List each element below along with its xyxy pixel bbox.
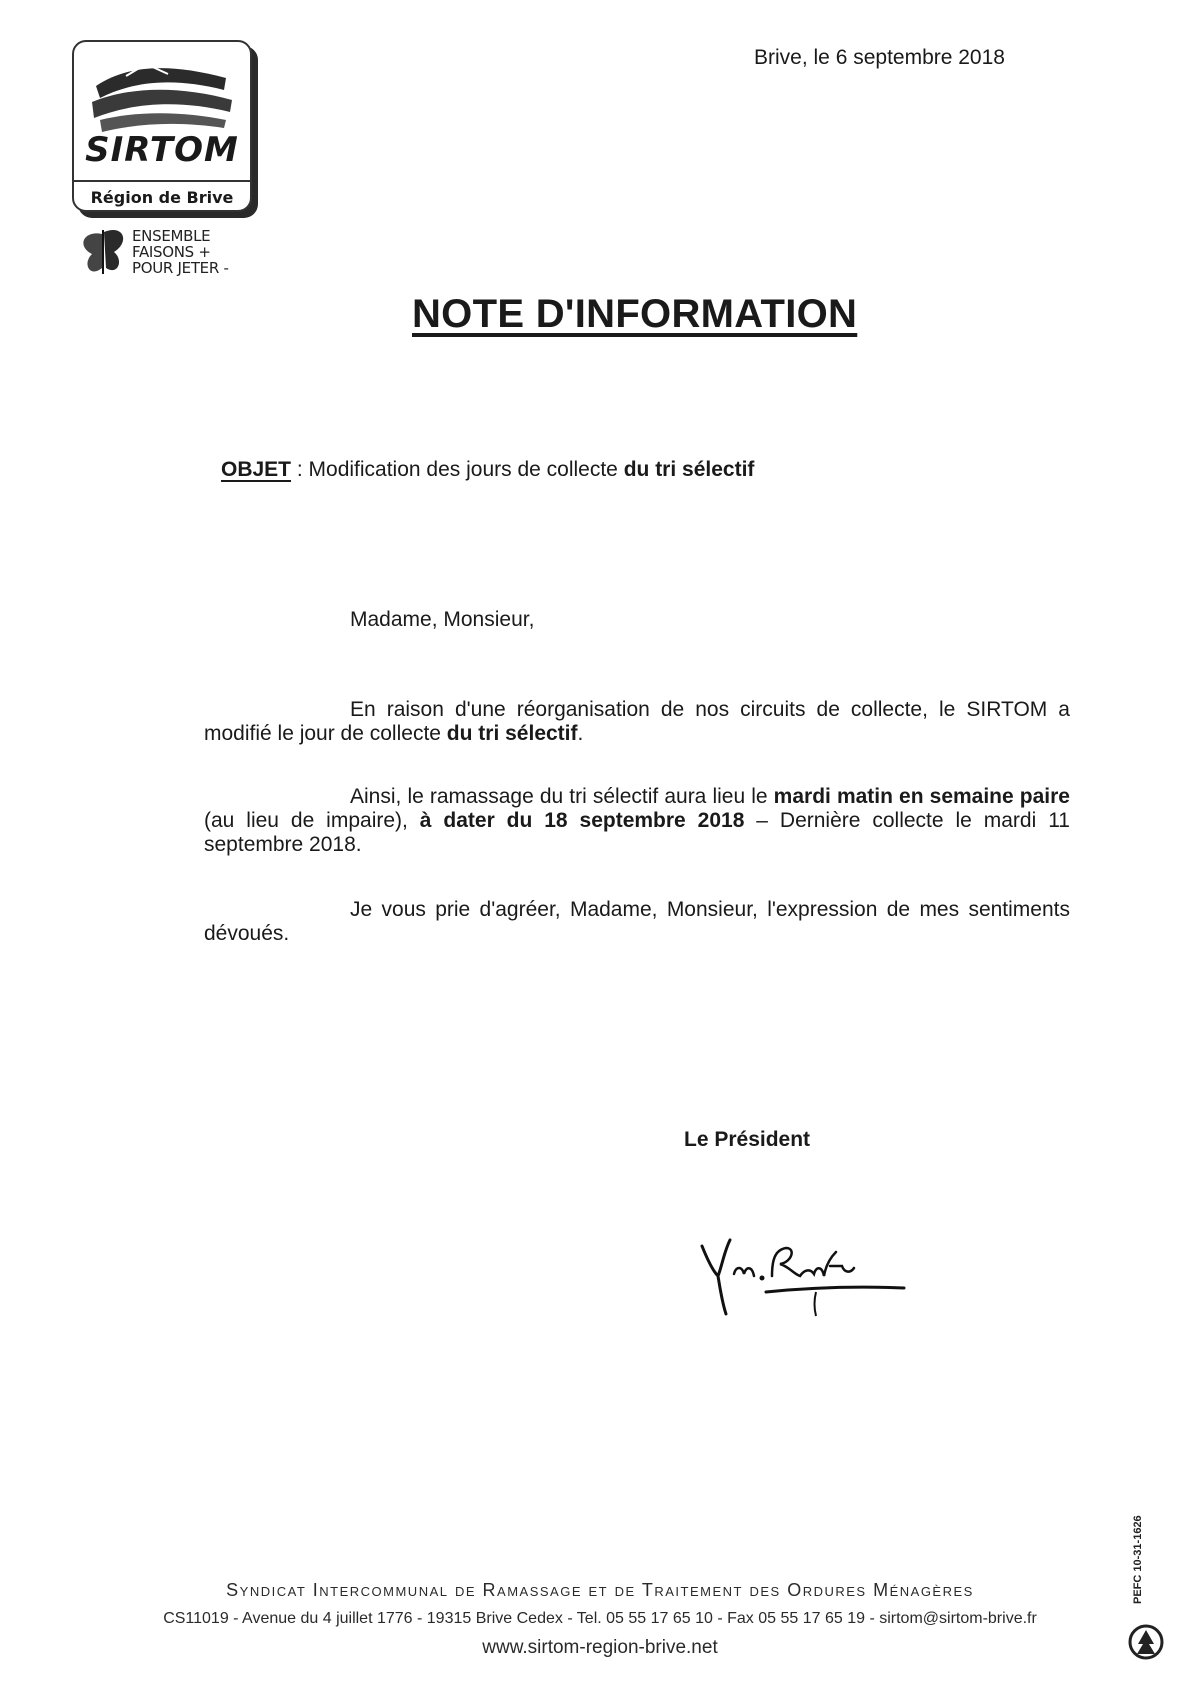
pefc-tree-icon (1128, 1622, 1164, 1662)
subject-separator: : (291, 458, 309, 481)
subject-label: OBJET (221, 458, 292, 481)
subject-text: Modification des jours de collecte (308, 458, 624, 481)
paragraph-2-part-3: – Dernière collecte le mardi 11 septembre 2018. (204, 809, 1070, 856)
paragraph-2 (204, 785, 1070, 857)
paragraph-2-part-1: Ainsi, le ramassage du tri sélectif aura lieu le (350, 785, 774, 808)
paragraph-2-bold-1: mardi matin en semaine paire (773, 785, 1070, 808)
paragraph-2-part-2: (au lieu de impaire), (204, 809, 420, 832)
pefc-certification (1126, 1500, 1166, 1668)
handwritten-signature (696, 1226, 908, 1322)
greeting: Madame, Monsieur, (350, 608, 535, 631)
logo-name: SIRTOM (85, 130, 239, 170)
butterfly-icon (74, 224, 130, 284)
logo-region: Région de Brive (74, 180, 250, 207)
slogan-line-1: ENSEMBLE (132, 227, 211, 245)
paragraph-3: Je vous prie d'agréer, Madame, Monsieur, l'expression de mes sentiments dévoués. (204, 898, 1070, 945)
sirtom-logo (72, 40, 252, 212)
pefc-label: PEFC 10-31-1626 (1132, 1515, 1144, 1605)
paragraph-1 (204, 698, 1070, 746)
signer-title: Le Président (684, 1128, 811, 1151)
paragraph-1-bold: du tri sélectif (446, 722, 578, 745)
paragraph-1-end: . (577, 722, 584, 745)
paragraph-1-text: En raison d'une réorganisation de nos circuits de collecte, le SIRTOM a modifié le jour de collecte (204, 698, 1070, 745)
slogan-line-2: FAISONS + (132, 243, 211, 261)
slogan (74, 222, 274, 288)
document-title: NOTE D'INFORMATION (412, 292, 858, 336)
mountain-logo-icon (86, 56, 236, 136)
subject-highlight: du tri sélectif (623, 458, 755, 481)
paragraph-2-bold-2: à dater du 18 septembre 2018 (419, 809, 745, 832)
subject-line (221, 458, 754, 482)
footer-address: CS11019 - Avenue du 4 juillet 1776 - 19315 Brive Cedex - Tel. 05 55 17 65 10 - Fax 05 55 17 65 19 - sirtom@sirtom-brive.fr (163, 1610, 1037, 1627)
letter-date: Brive, le 6 septembre 2018 (754, 46, 1005, 69)
slogan-text (132, 228, 229, 276)
slogan-line-3: POUR JETER - (132, 259, 229, 277)
footer-website: www.sirtom-region-brive.net (482, 1637, 718, 1658)
footer-organization: Syndicat Intercommunal de Ramassage et de Traitement des Ordures Ménagères (226, 1580, 974, 1600)
